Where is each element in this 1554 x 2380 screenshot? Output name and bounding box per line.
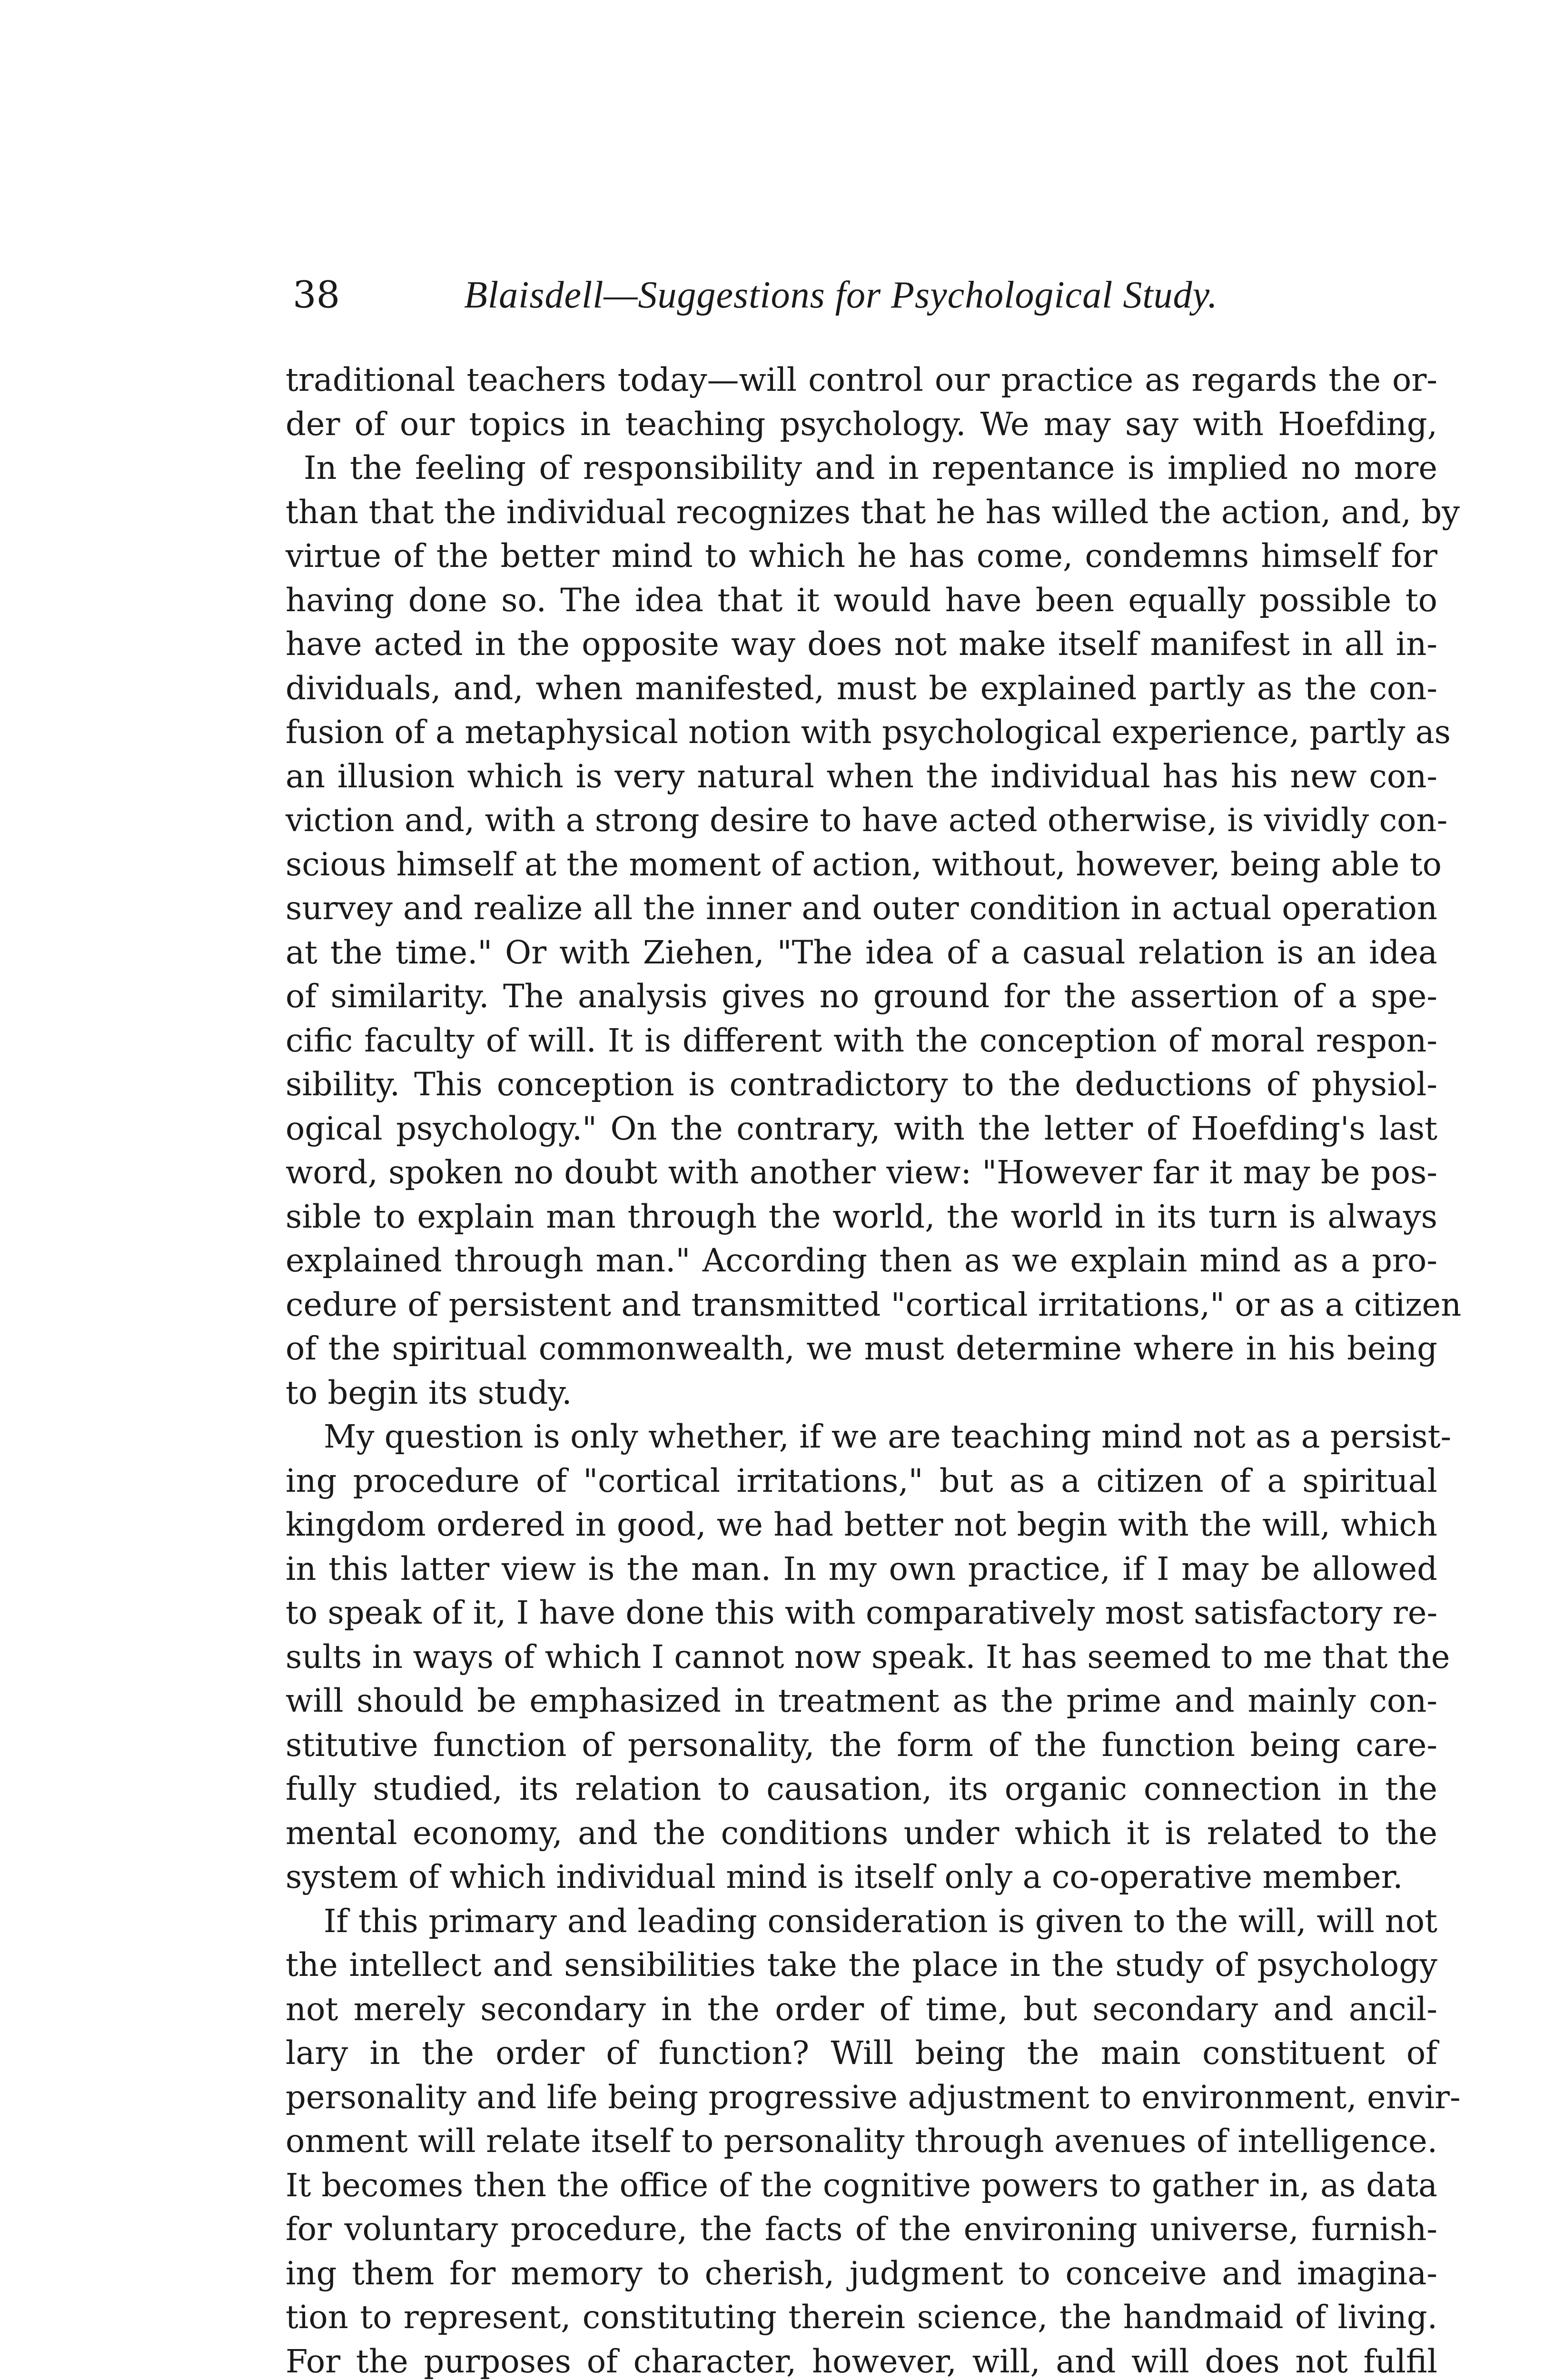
text-line: to speak of it, I have done this with comparatively most satisfactory re- xyxy=(286,1594,1438,1631)
text-line: sibility. This conception is contradictory to the deductions of physiol- xyxy=(286,1066,1437,1103)
text-line: at the time." Or with Ziehen, "The idea of a casual relation is an idea xyxy=(286,933,1437,971)
paragraph-first-line: My question is only whether, if we are teaching mind not as a persist- xyxy=(324,1418,1452,1455)
text-line: for voluntary procedure, the facts of the environing universe, furnish- xyxy=(286,2211,1437,2248)
text-line: will should be emphasized in treatment as the prime and mainly con- xyxy=(286,1682,1437,1719)
text-line: to begin its study. xyxy=(286,1374,572,1411)
text-line: have acted in the opposite way does not make itself manifest in all in- xyxy=(286,625,1437,663)
text-line: kingdom ordered in good, we had better not begin with the will, which xyxy=(286,1506,1437,1543)
text-line: explained through man." According then as we explain mind as a pro- xyxy=(286,1242,1437,1279)
text-line: virtue of the better mind to which he has come, condemns himself for xyxy=(286,537,1437,575)
text-line: sults in ways of which I cannot now speak. It has seemed to me that the xyxy=(286,1638,1450,1676)
text-line: survey and realize all the inner and outer condition in actual operation xyxy=(286,890,1437,927)
text-line: ogical psychology." On the contrary, with the letter of Hoefding's last xyxy=(286,1110,1437,1147)
text-line: ing procedure of "cortical irritations," but as a citizen of a spiritual xyxy=(286,1462,1437,1499)
text-line: of the spiritual commonwealth, we must determine where in his being xyxy=(286,1330,1437,1367)
text-line: sible to explain man through the world, the world in its turn is always xyxy=(286,1198,1437,1235)
text-line: system of which individual mind is itself only a co-operative member. xyxy=(286,1858,1403,1895)
text-line: der of our topics in teaching psychology. We may say with Hoefding, xyxy=(286,405,1437,443)
text-line: fully studied, its relation to causation, its organic connection in the xyxy=(286,1770,1437,1807)
text-line: word, spoken no doubt with another view: "However far it may be pos- xyxy=(286,1154,1437,1191)
paragraph-first-line: If this primary and leading consideration is given to the will, will not xyxy=(324,1902,1437,1940)
text-line: having done so. The idea that it would have been equally possible to xyxy=(286,581,1437,619)
text-line: viction and, with a strong desire to have acted otherwise, is vividly con- xyxy=(286,802,1448,839)
text-line: fusion of a metaphysical notion with psychological experience, partly as xyxy=(286,714,1451,751)
running-title: Blaisdell—Suggestions for Psychological Study. xyxy=(464,274,1218,316)
text-line: It becomes then the office of the cognitive powers to gather in, as data xyxy=(286,2166,1437,2204)
text-line: of similarity. The analysis gives no ground for the assertion of a spe- xyxy=(286,978,1437,1015)
text-line: the intellect and sensibilities take the place in the study of psychology xyxy=(286,1946,1437,1983)
text-line: traditional teachers today—will control our practice as regards the or- xyxy=(286,361,1437,398)
quotation-line: In the feeling of responsibility and in repentance is implied no more xyxy=(304,449,1437,486)
page-header xyxy=(286,267,1437,324)
text-line: personality and life being progressive adjustment to environment, envir- xyxy=(286,2078,1461,2116)
text-line: in this latter view is the man. In my own practice, if I may be allowed xyxy=(286,1550,1437,1587)
text-line: dividuals, and, when manifested, must be explained partly as the con- xyxy=(286,669,1437,707)
text-line: cific faculty of will. It is different with the conception of moral respon- xyxy=(286,1021,1437,1059)
text-line: than that the individual recognizes that he has willed the action, and, by xyxy=(286,493,1460,531)
body-text xyxy=(286,358,1462,2380)
text-line: scious himself at the moment of action, without, however, being able to xyxy=(286,845,1442,883)
text-line: not merely secondary in the order of time, but secondary and ancil- xyxy=(286,1990,1437,2028)
text-line: stitutive function of personality, the form of the function being care- xyxy=(286,1726,1437,1764)
text-line: lary in the order of function? Will being the main constituent of xyxy=(286,2034,1437,2072)
text-line: onment will relate itself to personality through avenues of intelligence. xyxy=(286,2122,1437,2160)
text-line: For the purposes of character, however, will, and will does not fulfil xyxy=(286,2342,1437,2380)
text-line: cedure of persistent and transmitted "cortical irritations," or as a citizen xyxy=(286,1286,1462,1323)
page-number: 38 xyxy=(293,274,340,317)
text-line: mental economy, and the conditions under which it is related to the xyxy=(286,1814,1437,1852)
text-line: an illusion which is very natural when the individual has his new con- xyxy=(286,757,1437,795)
text-line: ing them for memory to cherish, judgment to conceive and imagina- xyxy=(286,2254,1437,2292)
text-line: tion to represent, constituting therein science, the handmaid of living. xyxy=(286,2299,1437,2336)
